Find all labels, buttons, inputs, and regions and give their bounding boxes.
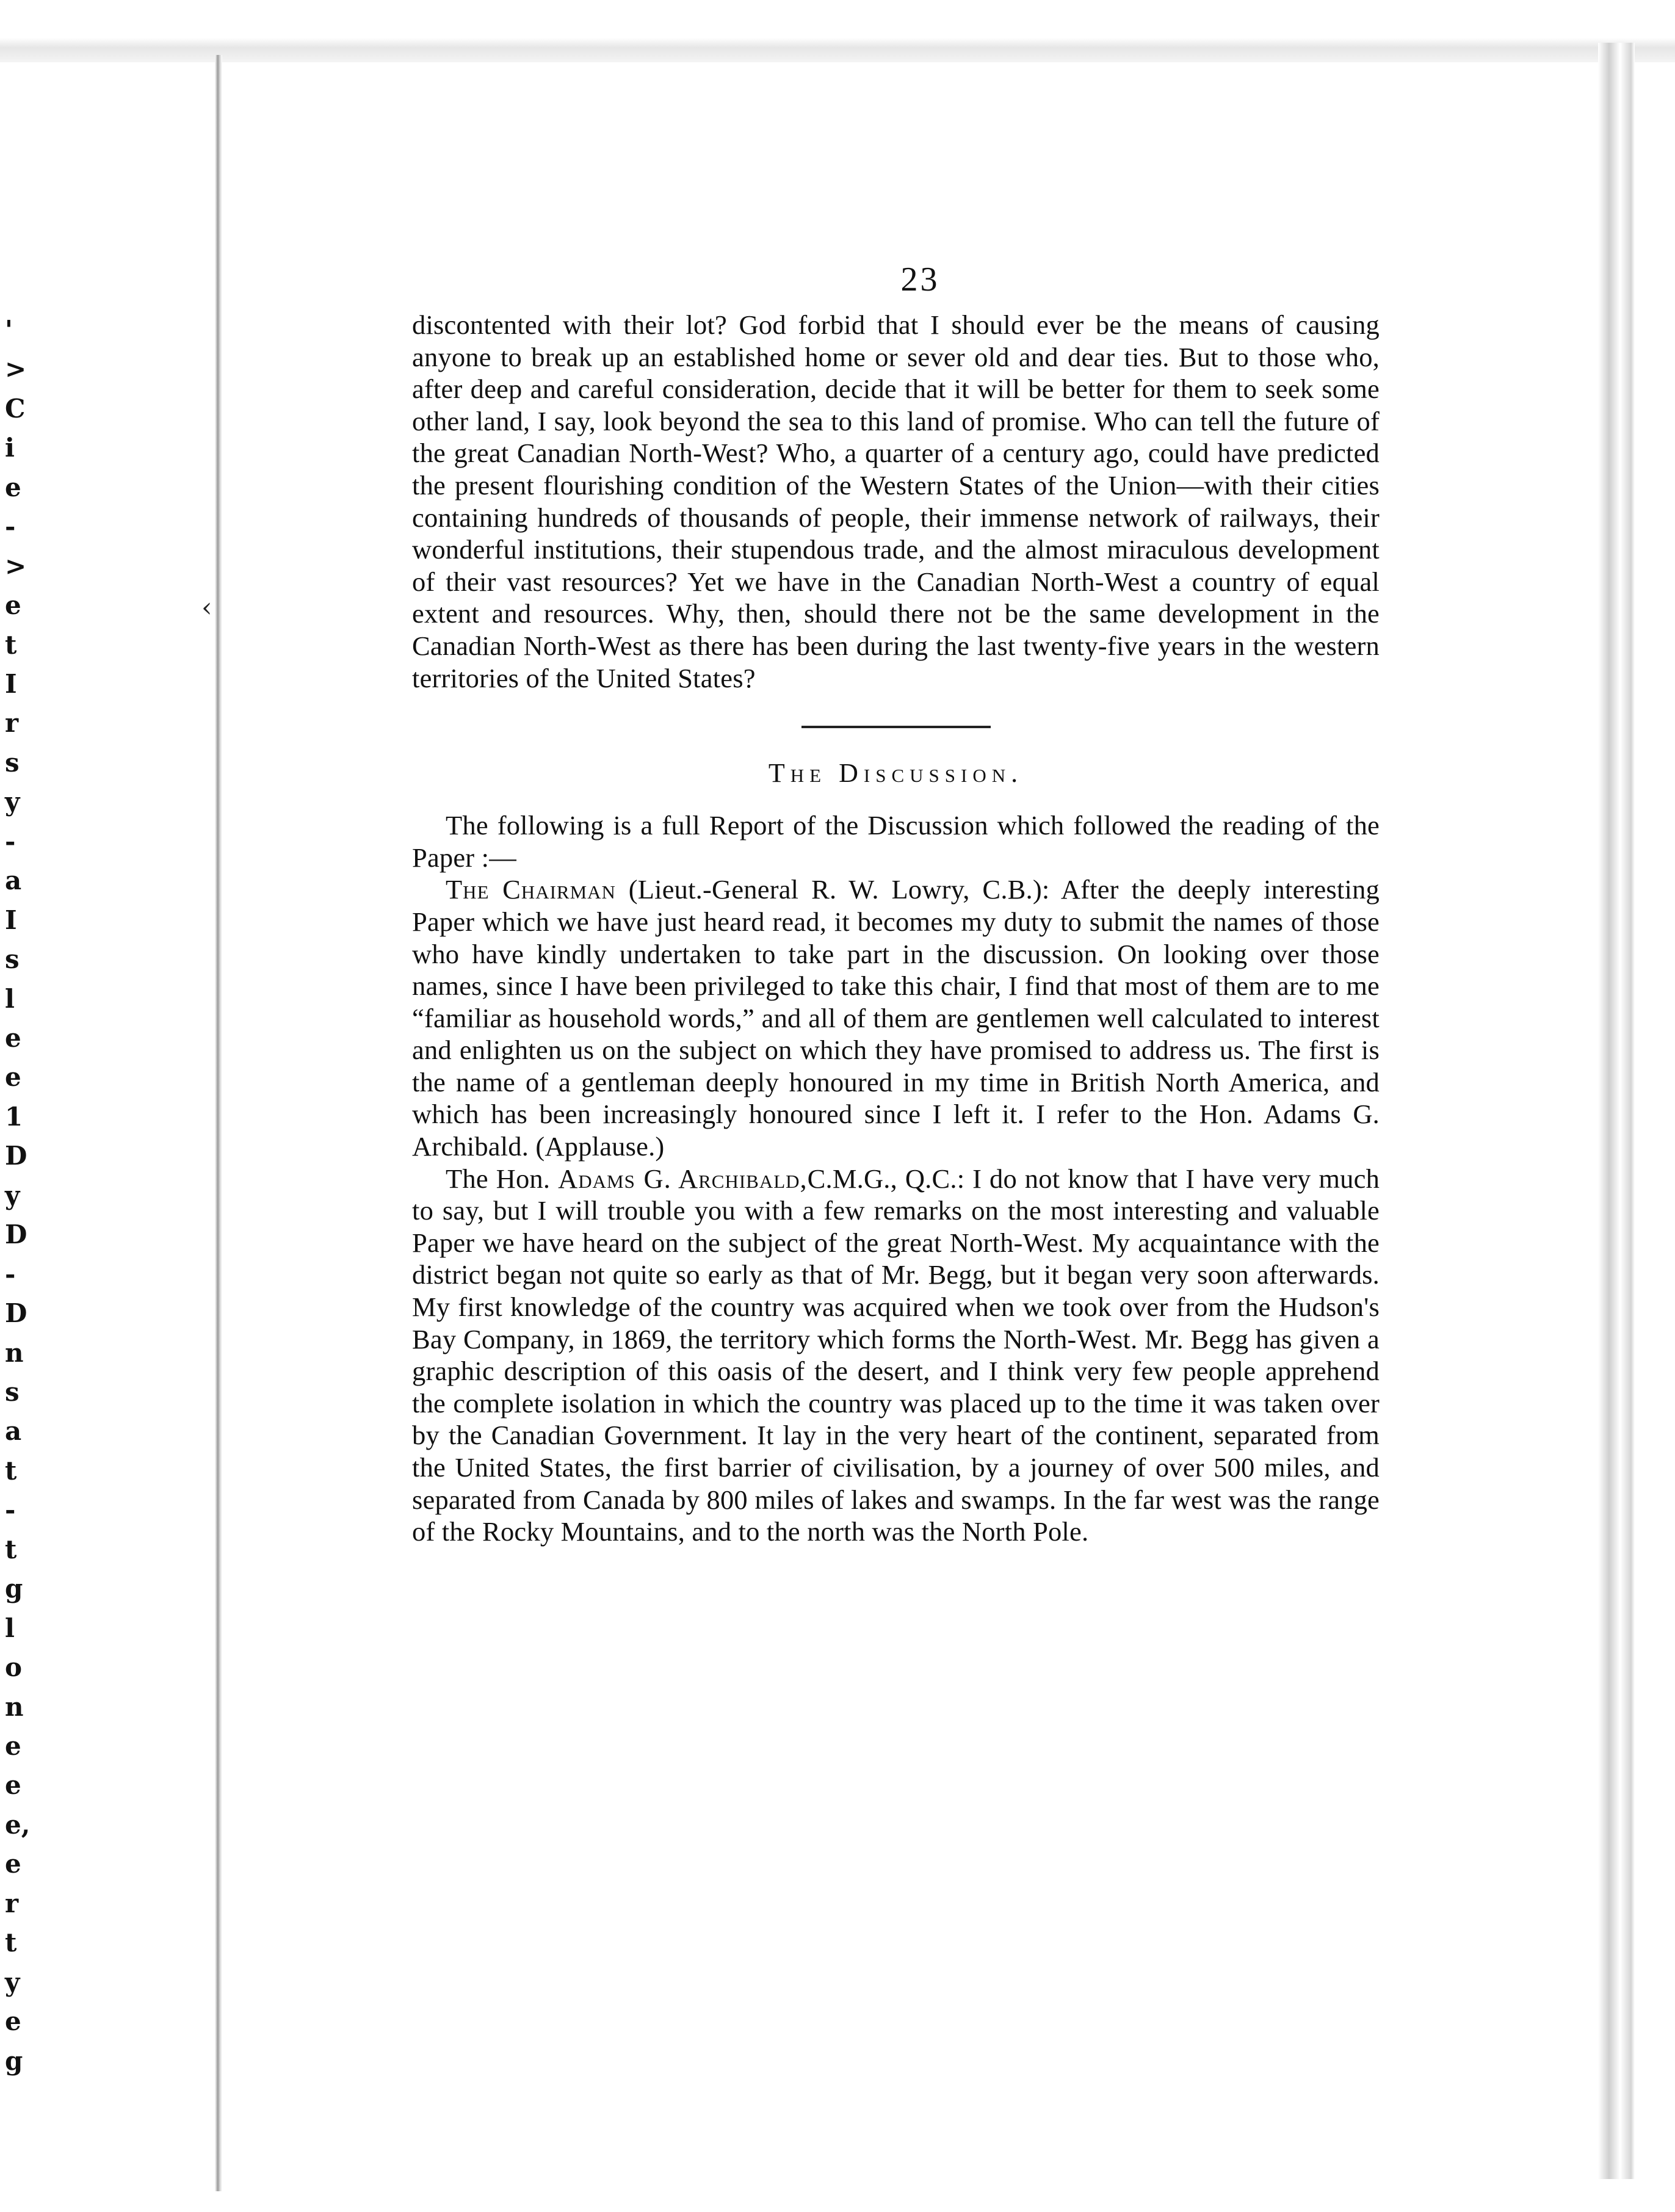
section-heading: The Discussion. [768, 758, 1024, 789]
facing-page-glyph: e, [5, 1810, 31, 1840]
facing-page-glyph: - [5, 511, 16, 541]
facing-page-glyph: s [5, 944, 20, 974]
facing-page-glyph: r [5, 708, 19, 738]
paragraph-continuation: discontented with their lot? God forbid that I should ever be the means of causing anyone to break up an established home or sever old and dear ties. But to those who, after deep and careful consideration, decide that it will be better for them to seek some other land, I say, look beyond the sea to this land of promise. Who can tell the future of the great Canadian North-West? Who, a quarter of a century ago, could have predicted the present flourishing condition of the Western States of the Union—with their cities containing hundreds of thousands of people, their immense network of railways, their wonderful institutions, their stupendous trade, and the almost miraculous development of their vast resources? Yet we have in the Canadian North-West a country of equal extent and resources. Why, then, should there not be the same development in the Canadian North-West as there has been during the last twenty-five years in the western territories of the United States? [412, 309, 1380, 693]
facing-page-glyph: I [5, 905, 17, 935]
facing-page-glyph: s [5, 748, 20, 778]
facing-page-glyph: r [5, 1889, 19, 1918]
facing-page-glyph: e [5, 1849, 21, 1879]
facing-page-glyph: D [5, 1220, 27, 1249]
facing-page-glyph: n [5, 1338, 24, 1368]
section-divider-rule [801, 726, 991, 728]
facing-page-sliver [0, 315, 31, 2087]
facing-page-glyph: I [5, 669, 17, 699]
facing-page-glyph: e [5, 1062, 21, 1092]
facing-page-glyph: t [5, 630, 17, 660]
facing-page-glyph: a [5, 1416, 22, 1446]
margin-mark: ‹ [201, 592, 212, 623]
facing-page-glyph: l [5, 984, 15, 1014]
facing-page-glyph: e [5, 1731, 21, 1761]
discussion-intro: The following is a full Report of the Discussion which followed the reading of the Paper :— [412, 810, 1380, 873]
facing-page-glyph: a [5, 866, 22, 895]
facing-page-glyph: - [5, 826, 16, 856]
speaker-name: The Chairman [446, 874, 616, 905]
speech-text: I do not know that I have very much to say, but I will trouble you with a few remarks on the most interesting and valuable Paper we have heard on the subject of the great North-West. My acquaintance with the district began not quite so early as that of Mr. Begg, but it began very soon afterwards. My first knowledge of the country was acquired when we took over from the Hudson's Bay Company, in 1869, the territory which forms the North-West. Mr. Begg has given a graphic description of this oasis of the desert, and I think very few people apprehend the complete isolation in which the country was placed up to the time it was taken over by the Canadian Government. It lay in the very heart of the continent, separated from the United States, the first barrier of civilisation, by a journey of over 500 miles, and separated from Canada by 800 miles of lakes and swamps. In the far west was the range of the Rocky Mountains, and to the north was the North Pole. [412, 1163, 1380, 1547]
facing-page-glyph: t [5, 1456, 17, 1486]
facing-page-glyph: e [5, 590, 21, 620]
speaker-credentials: C.M.G., Q.C.: [807, 1163, 965, 1194]
archibald-speech [412, 1163, 1380, 1548]
speaker-name: Adams G. Archibald, [558, 1163, 808, 1194]
facing-page-glyph: - [5, 1259, 16, 1289]
speaker-prefix: The Hon. [446, 1163, 551, 1194]
facing-page-glyph: o [5, 1652, 23, 1682]
facing-page-glyph: s [5, 1377, 20, 1407]
facing-page-glyph: e [5, 2006, 21, 2036]
facing-page-glyph: t [5, 1928, 17, 1957]
page-number: 23 [900, 261, 940, 298]
facing-page-glyph: e [5, 1023, 21, 1053]
book-gutter [215, 55, 222, 2191]
facing-page-glyph: D [5, 1141, 27, 1171]
page-top-edge [0, 38, 1675, 62]
page-text-block [412, 262, 1380, 1548]
facing-page-glyph: > [5, 354, 27, 384]
facing-page-glyph: e [5, 1770, 21, 1800]
facing-page-glyph: i [5, 433, 15, 463]
speaker-credentials: (Lieut.-General R. W. Lowry, C.B.): [628, 874, 1050, 905]
facing-page-glyph: - [5, 1495, 16, 1525]
facing-page-glyph: D [5, 1298, 27, 1328]
facing-page-glyph: t [5, 1534, 17, 1564]
facing-page-glyph: ' [5, 315, 13, 345]
facing-page-glyph: g [5, 2046, 23, 2076]
facing-page-glyph: 1 [5, 1102, 23, 1132]
facing-page-glyph: e [5, 472, 21, 502]
facing-page-glyph: y [5, 787, 20, 817]
facing-page-glyph: > [5, 551, 27, 581]
page-right-edge [1598, 43, 1635, 2179]
facing-page-glyph: n [5, 1692, 24, 1722]
facing-page-glyph: C [5, 394, 26, 424]
facing-page-glyph: y [5, 1180, 20, 1210]
chairman-speech [412, 873, 1380, 1162]
facing-page-glyph: l [5, 1613, 15, 1643]
speech-text: After the deeply interesting Paper which we have just heard read, it becomes my duty to submit the names of those who have kindly undertaken to take part in the discussion. On looking over those names, since I have been privileged to take this chair, I find that most of them are to me “familiar as household words,” and all of them are gentlemen well calculated to interest and enlighten us on the subject on which they have promised to address us. The first is the name of a gentleman deeply honoured in my time in British North America, and which has been increasingly honoured since I left it. I refer to the Hon. Adams G. Archibald. (Applause.) [412, 874, 1380, 1162]
facing-page-glyph: y [5, 1967, 20, 1997]
facing-page-glyph: g [5, 1574, 23, 1603]
